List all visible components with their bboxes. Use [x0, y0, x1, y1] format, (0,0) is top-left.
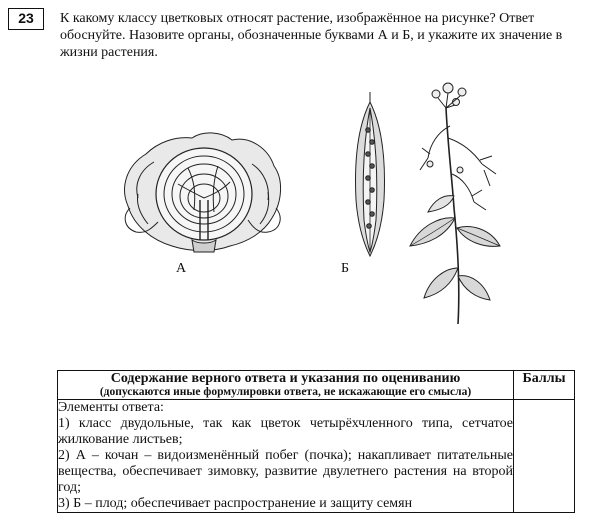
header-content-cell — [58, 371, 514, 400]
cabbage-head-illustration — [118, 128, 288, 258]
answer-item-1: 1) класс двудольные, так как цветок четырёхчленного типа, сетчатое жилкование листьев; — [58, 416, 513, 447]
answer-elements-cell — [58, 400, 514, 513]
answer-item-2: 2) А – кочан – видоизменённый побег (почка); накапливает питательные вещества, обеспечивает зимовку, развитие двулетнего растения на второй год; — [58, 448, 513, 495]
answer-item-3: 3) Б – плод; обеспечивает распространение и защиту семян — [58, 496, 413, 511]
elements-title: Элементы ответа: — [58, 400, 164, 415]
question-number: 23 — [8, 8, 44, 30]
seed-pod-illustration — [350, 90, 390, 260]
table-body-row — [58, 400, 575, 513]
flowering-stem-illustration — [400, 78, 505, 328]
answer-table — [57, 370, 575, 513]
header-score-cell: Баллы — [514, 371, 575, 400]
figure-label-b: Б — [341, 261, 350, 276]
figure-label-a: А — [176, 261, 187, 276]
score-cell — [514, 400, 575, 513]
header-note: (допускаются иные формулировки ответа, не искажающие его смысла) — [99, 386, 472, 398]
table-header-row — [58, 371, 575, 400]
question-text: К какому классу цветковых относят растение, изображённое на рисунке? Ответ обоснуйте. Назовите органы, обозначенные буквами А и Б, и укажите их значение в жизни растения. — [60, 11, 563, 60]
header-title: Содержание верного ответа и указания по оцениванию — [110, 371, 461, 386]
